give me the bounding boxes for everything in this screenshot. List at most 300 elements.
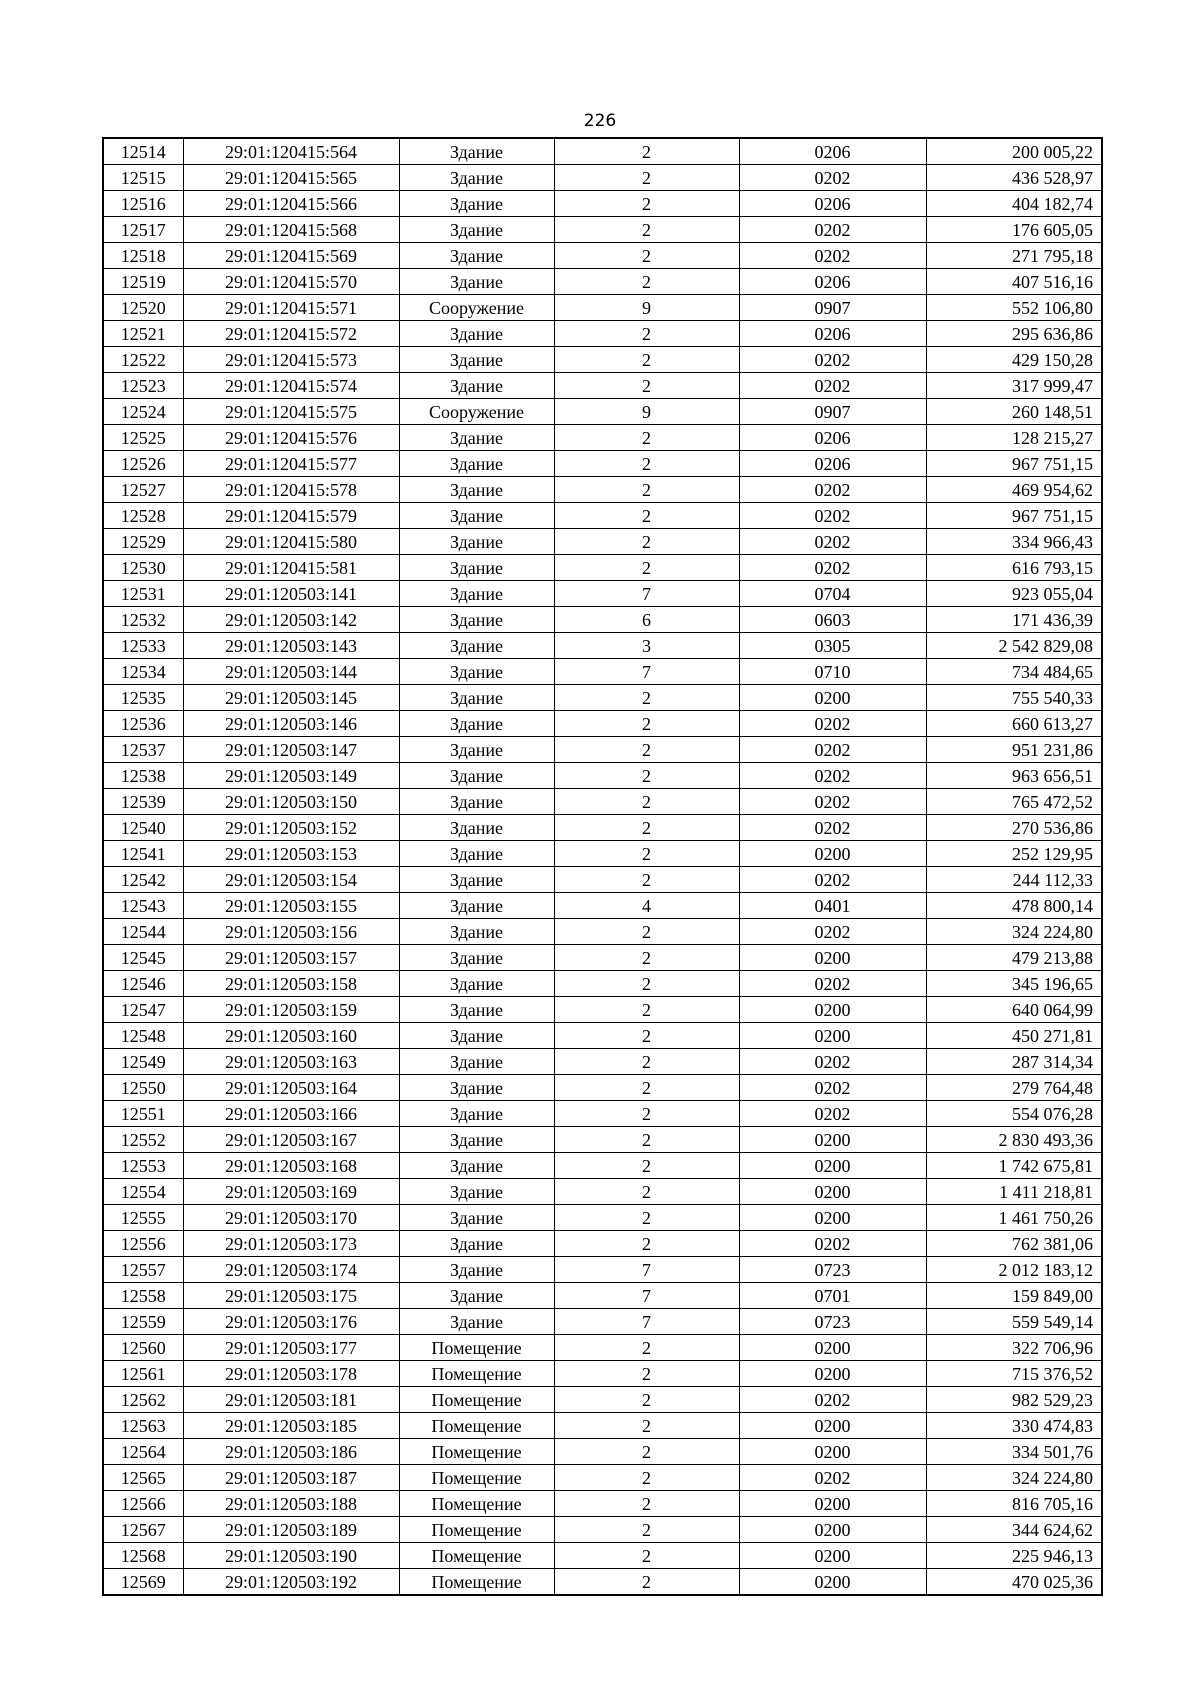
row-number-cell: 12529 — [103, 529, 183, 555]
group-cell: 2 — [554, 1361, 739, 1387]
subgroup-code-cell: 0200 — [739, 1335, 926, 1361]
cadastral-number-cell: 29:01:120503:143 — [183, 633, 399, 659]
group-cell: 2 — [554, 1569, 739, 1596]
object-type-cell: Здание — [399, 789, 554, 815]
object-type-cell: Помещение — [399, 1439, 554, 1465]
table-row — [103, 1309, 1102, 1335]
cadastral-value-cell: 322 706,96 — [926, 1335, 1102, 1361]
row-number-cell: 12554 — [103, 1179, 183, 1205]
cadastral-value-cell: 225 946,13 — [926, 1543, 1102, 1569]
cadastral-value-cell: 271 795,18 — [926, 243, 1102, 269]
row-number-cell: 12536 — [103, 711, 183, 737]
table-row — [103, 607, 1102, 633]
row-number-cell: 12548 — [103, 1023, 183, 1049]
cadastral-value-cell: 252 129,95 — [926, 841, 1102, 867]
object-type-cell: Здание — [399, 919, 554, 945]
cadastral-value-cell: 640 064,99 — [926, 997, 1102, 1023]
subgroup-code-cell: 0907 — [739, 295, 926, 321]
object-type-cell: Здание — [399, 581, 554, 607]
cadastral-value-cell: 2 542 829,08 — [926, 633, 1102, 659]
row-number-cell: 12553 — [103, 1153, 183, 1179]
cadastral-number-cell: 29:01:120415:577 — [183, 451, 399, 477]
row-number-cell: 12534 — [103, 659, 183, 685]
row-number-cell: 12556 — [103, 1231, 183, 1257]
object-type-cell: Помещение — [399, 1413, 554, 1439]
cadastral-value-cell: 450 271,81 — [926, 1023, 1102, 1049]
group-cell: 2 — [554, 477, 739, 503]
cadastral-number-cell: 29:01:120415:572 — [183, 321, 399, 347]
table-row — [103, 399, 1102, 425]
cadastral-number-cell: 29:01:120503:185 — [183, 1413, 399, 1439]
subgroup-code-cell: 0202 — [739, 971, 926, 997]
group-cell: 2 — [554, 971, 739, 997]
table-row — [103, 685, 1102, 711]
cadastral-value-cell: 176 605,05 — [926, 217, 1102, 243]
object-type-cell: Здание — [399, 1153, 554, 1179]
table-row — [103, 165, 1102, 191]
table-row — [103, 737, 1102, 763]
cadastral-number-cell: 29:01:120503:192 — [183, 1569, 399, 1596]
cadastral-value-cell: 334 966,43 — [926, 529, 1102, 555]
object-type-cell: Помещение — [399, 1569, 554, 1596]
cadastral-value-cell: 436 528,97 — [926, 165, 1102, 191]
row-number-cell: 12544 — [103, 919, 183, 945]
cadastral-value-cell: 1 461 750,26 — [926, 1205, 1102, 1231]
cadastral-value-cell: 324 224,80 — [926, 919, 1102, 945]
cadastral-value-cell: 334 501,76 — [926, 1439, 1102, 1465]
cadastral-number-cell: 29:01:120503:157 — [183, 945, 399, 971]
cadastral-value-cell: 923 055,04 — [926, 581, 1102, 607]
object-type-cell: Здание — [399, 1257, 554, 1283]
group-cell: 2 — [554, 841, 739, 867]
object-type-cell: Помещение — [399, 1361, 554, 1387]
object-type-cell: Здание — [399, 373, 554, 399]
cadastral-number-cell: 29:01:120503:190 — [183, 1543, 399, 1569]
group-cell: 2 — [554, 243, 739, 269]
group-cell: 2 — [554, 451, 739, 477]
cadastral-number-cell: 29:01:120503:168 — [183, 1153, 399, 1179]
subgroup-code-cell: 0200 — [739, 685, 926, 711]
cadastral-value-cell: 967 751,15 — [926, 451, 1102, 477]
subgroup-code-cell: 0202 — [739, 165, 926, 191]
cadastral-number-cell: 29:01:120503:156 — [183, 919, 399, 945]
object-type-cell: Здание — [399, 1283, 554, 1309]
cadastral-number-cell: 29:01:120503:160 — [183, 1023, 399, 1049]
row-number-cell: 12558 — [103, 1283, 183, 1309]
table-row — [103, 711, 1102, 737]
object-type-cell: Помещение — [399, 1543, 554, 1569]
object-type-cell: Сооружение — [399, 295, 554, 321]
object-type-cell: Здание — [399, 243, 554, 269]
subgroup-code-cell: 0202 — [739, 789, 926, 815]
cadastral-number-cell: 29:01:120503:175 — [183, 1283, 399, 1309]
cadastral-number-cell: 29:01:120415:575 — [183, 399, 399, 425]
subgroup-code-cell: 0701 — [739, 1283, 926, 1309]
subgroup-code-cell: 0206 — [739, 425, 926, 451]
row-number-cell: 12555 — [103, 1205, 183, 1231]
group-cell: 9 — [554, 399, 739, 425]
table-row — [103, 1413, 1102, 1439]
cadastral-value-cell: 982 529,23 — [926, 1387, 1102, 1413]
cadastral-number-cell: 29:01:120503:167 — [183, 1127, 399, 1153]
group-cell: 7 — [554, 1257, 739, 1283]
cadastral-value-cell: 279 764,48 — [926, 1075, 1102, 1101]
group-cell: 2 — [554, 1387, 739, 1413]
object-type-cell: Здание — [399, 165, 554, 191]
object-type-cell: Здание — [399, 1101, 554, 1127]
row-number-cell: 12563 — [103, 1413, 183, 1439]
subgroup-code-cell: 0200 — [739, 997, 926, 1023]
cadastral-value-cell: 762 381,06 — [926, 1231, 1102, 1257]
cadastral-number-cell: 29:01:120503:177 — [183, 1335, 399, 1361]
group-cell: 7 — [554, 659, 739, 685]
cadastral-value-cell: 404 182,74 — [926, 191, 1102, 217]
cadastral-value-table — [102, 137, 1103, 1596]
cadastral-value-cell: 317 999,47 — [926, 373, 1102, 399]
cadastral-number-cell: 29:01:120415:564 — [183, 138, 399, 165]
object-type-cell: Здание — [399, 477, 554, 503]
subgroup-code-cell: 0202 — [739, 1101, 926, 1127]
row-number-cell: 12515 — [103, 165, 183, 191]
group-cell: 2 — [554, 1517, 739, 1543]
subgroup-code-cell: 0200 — [739, 1127, 926, 1153]
subgroup-code-cell: 0202 — [739, 815, 926, 841]
row-number-cell: 12546 — [103, 971, 183, 997]
cadastral-value-cell: 1 411 218,81 — [926, 1179, 1102, 1205]
row-number-cell: 12557 — [103, 1257, 183, 1283]
cadastral-number-cell: 29:01:120415:566 — [183, 191, 399, 217]
object-type-cell: Здание — [399, 503, 554, 529]
subgroup-code-cell: 0202 — [739, 1075, 926, 1101]
table-row — [103, 269, 1102, 295]
object-type-cell: Помещение — [399, 1335, 554, 1361]
cadastral-value-cell: 171 436,39 — [926, 607, 1102, 633]
object-type-cell: Здание — [399, 555, 554, 581]
row-number-cell: 12522 — [103, 347, 183, 373]
subgroup-code-cell: 0202 — [739, 243, 926, 269]
cadastral-value-cell: 951 231,86 — [926, 737, 1102, 763]
cadastral-number-cell: 29:01:120415:579 — [183, 503, 399, 529]
table-row — [103, 893, 1102, 919]
object-type-cell: Здание — [399, 607, 554, 633]
subgroup-code-cell: 0200 — [739, 1413, 926, 1439]
cadastral-value-cell: 260 148,51 — [926, 399, 1102, 425]
subgroup-code-cell: 0723 — [739, 1309, 926, 1335]
subgroup-code-cell: 0202 — [739, 503, 926, 529]
row-number-cell: 12559 — [103, 1309, 183, 1335]
table-row — [103, 529, 1102, 555]
table-row — [103, 321, 1102, 347]
table-row — [103, 373, 1102, 399]
row-number-cell: 12533 — [103, 633, 183, 659]
cadastral-value-cell: 554 076,28 — [926, 1101, 1102, 1127]
cadastral-number-cell: 29:01:120503:181 — [183, 1387, 399, 1413]
page-number: 226 — [583, 111, 617, 131]
table-row — [103, 555, 1102, 581]
cadastral-value-cell: 295 636,86 — [926, 321, 1102, 347]
row-number-cell: 12542 — [103, 867, 183, 893]
cadastral-number-cell: 29:01:120503:166 — [183, 1101, 399, 1127]
object-type-cell: Помещение — [399, 1491, 554, 1517]
object-type-cell: Здание — [399, 867, 554, 893]
group-cell: 2 — [554, 347, 739, 373]
subgroup-code-cell: 0200 — [739, 1179, 926, 1205]
cadastral-value-cell: 469 954,62 — [926, 477, 1102, 503]
table-row — [103, 1543, 1102, 1569]
cadastral-value-cell: 559 549,14 — [926, 1309, 1102, 1335]
table-row — [103, 633, 1102, 659]
group-cell: 2 — [554, 555, 739, 581]
subgroup-code-cell: 0202 — [739, 1387, 926, 1413]
object-type-cell: Здание — [399, 1205, 554, 1231]
subgroup-code-cell: 0202 — [739, 477, 926, 503]
table-row — [103, 1491, 1102, 1517]
table-row — [103, 971, 1102, 997]
object-type-cell: Здание — [399, 1231, 554, 1257]
table-row — [103, 217, 1102, 243]
row-number-cell: 12550 — [103, 1075, 183, 1101]
object-type-cell: Здание — [399, 1179, 554, 1205]
group-cell: 2 — [554, 711, 739, 737]
row-number-cell: 12535 — [103, 685, 183, 711]
object-type-cell: Здание — [399, 659, 554, 685]
object-type-cell: Здание — [399, 633, 554, 659]
group-cell: 2 — [554, 763, 739, 789]
table-row — [103, 815, 1102, 841]
object-type-cell: Здание — [399, 945, 554, 971]
table-row — [103, 1517, 1102, 1543]
cadastral-number-cell: 29:01:120503:154 — [183, 867, 399, 893]
subgroup-code-cell: 0206 — [739, 191, 926, 217]
subgroup-code-cell: 0202 — [739, 217, 926, 243]
cadastral-value-cell: 2 012 183,12 — [926, 1257, 1102, 1283]
subgroup-code-cell: 0202 — [739, 737, 926, 763]
table-row — [103, 1361, 1102, 1387]
table-row — [103, 919, 1102, 945]
cadastral-value-cell: 715 376,52 — [926, 1361, 1102, 1387]
object-type-cell: Здание — [399, 711, 554, 737]
group-cell: 2 — [554, 217, 739, 243]
table-row — [103, 867, 1102, 893]
row-number-cell: 12525 — [103, 425, 183, 451]
object-type-cell: Здание — [399, 1075, 554, 1101]
group-cell: 2 — [554, 1465, 739, 1491]
cadastral-number-cell: 29:01:120503:145 — [183, 685, 399, 711]
group-cell: 2 — [554, 1023, 739, 1049]
table-row — [103, 581, 1102, 607]
cadastral-value-cell: 330 474,83 — [926, 1413, 1102, 1439]
object-type-cell: Здание — [399, 997, 554, 1023]
row-number-cell: 12516 — [103, 191, 183, 217]
row-number-cell: 12562 — [103, 1387, 183, 1413]
group-cell: 2 — [554, 1205, 739, 1231]
object-type-cell: Здание — [399, 763, 554, 789]
cadastral-number-cell: 29:01:120415:576 — [183, 425, 399, 451]
table-row — [103, 138, 1102, 165]
row-number-cell: 12552 — [103, 1127, 183, 1153]
cadastral-number-cell: 29:01:120415:565 — [183, 165, 399, 191]
cadastral-number-cell: 29:01:120503:155 — [183, 893, 399, 919]
group-cell: 2 — [554, 919, 739, 945]
row-number-cell: 12561 — [103, 1361, 183, 1387]
object-type-cell: Здание — [399, 971, 554, 997]
cadastral-value-cell: 2 830 493,36 — [926, 1127, 1102, 1153]
subgroup-code-cell: 0723 — [739, 1257, 926, 1283]
group-cell: 2 — [554, 737, 739, 763]
row-number-cell: 12564 — [103, 1439, 183, 1465]
subgroup-code-cell: 0206 — [739, 321, 926, 347]
row-number-cell: 12518 — [103, 243, 183, 269]
subgroup-code-cell: 0200 — [739, 1023, 926, 1049]
group-cell: 2 — [554, 165, 739, 191]
subgroup-code-cell: 0200 — [739, 841, 926, 867]
cadastral-value-cell: 344 624,62 — [926, 1517, 1102, 1543]
cadastral-value-cell: 270 536,86 — [926, 815, 1102, 841]
cadastral-value-cell: 407 516,16 — [926, 269, 1102, 295]
row-number-cell: 12560 — [103, 1335, 183, 1361]
group-cell: 2 — [554, 1491, 739, 1517]
subgroup-code-cell: 0206 — [739, 269, 926, 295]
cadastral-number-cell: 29:01:120503:149 — [183, 763, 399, 789]
group-cell: 2 — [554, 789, 739, 815]
row-number-cell: 12539 — [103, 789, 183, 815]
table-row — [103, 1179, 1102, 1205]
row-number-cell: 12547 — [103, 997, 183, 1023]
subgroup-code-cell: 0202 — [739, 919, 926, 945]
subgroup-code-cell: 0200 — [739, 1361, 926, 1387]
subgroup-code-cell: 0200 — [739, 1543, 926, 1569]
cadastral-value-cell: 552 106,80 — [926, 295, 1102, 321]
row-number-cell: 12569 — [103, 1569, 183, 1596]
object-type-cell: Помещение — [399, 1387, 554, 1413]
table-row — [103, 659, 1102, 685]
cadastral-number-cell: 29:01:120415:581 — [183, 555, 399, 581]
object-type-cell: Здание — [399, 138, 554, 165]
table-row — [103, 191, 1102, 217]
group-cell: 4 — [554, 893, 739, 919]
group-cell: 6 — [554, 607, 739, 633]
cadastral-number-cell: 29:01:120503:169 — [183, 1179, 399, 1205]
group-cell: 2 — [554, 269, 739, 295]
cadastral-number-cell: 29:01:120503:144 — [183, 659, 399, 685]
group-cell: 2 — [554, 138, 739, 165]
subgroup-code-cell: 0206 — [739, 138, 926, 165]
table-body — [103, 138, 1102, 1595]
cadastral-number-cell: 29:01:120503:189 — [183, 1517, 399, 1543]
group-cell: 7 — [554, 1283, 739, 1309]
object-type-cell: Здание — [399, 1309, 554, 1335]
table-row — [103, 841, 1102, 867]
cadastral-value-cell: 470 025,36 — [926, 1569, 1102, 1596]
row-number-cell: 12540 — [103, 815, 183, 841]
cadastral-number-cell: 29:01:120503:186 — [183, 1439, 399, 1465]
subgroup-code-cell: 0200 — [739, 1439, 926, 1465]
row-number-cell: 12520 — [103, 295, 183, 321]
object-type-cell: Здание — [399, 1127, 554, 1153]
object-type-cell: Здание — [399, 1023, 554, 1049]
group-cell: 2 — [554, 685, 739, 711]
object-type-cell: Здание — [399, 269, 554, 295]
subgroup-code-cell: 0200 — [739, 1491, 926, 1517]
table-row — [103, 1153, 1102, 1179]
cadastral-value-cell: 765 472,52 — [926, 789, 1102, 815]
object-type-cell: Здание — [399, 841, 554, 867]
group-cell: 2 — [554, 1049, 739, 1075]
cadastral-value-cell: 200 005,22 — [926, 138, 1102, 165]
cadastral-value-cell: 1 742 675,81 — [926, 1153, 1102, 1179]
table-row — [103, 1205, 1102, 1231]
cadastral-number-cell: 29:01:120415:573 — [183, 347, 399, 373]
row-number-cell: 12514 — [103, 138, 183, 165]
subgroup-code-cell: 0200 — [739, 1153, 926, 1179]
table-row — [103, 1101, 1102, 1127]
row-number-cell: 12568 — [103, 1543, 183, 1569]
cadastral-value-cell: 244 112,33 — [926, 867, 1102, 893]
subgroup-code-cell: 0200 — [739, 1205, 926, 1231]
cadastral-number-cell: 29:01:120415:568 — [183, 217, 399, 243]
group-cell: 9 — [554, 295, 739, 321]
subgroup-code-cell: 0200 — [739, 1569, 926, 1596]
subgroup-code-cell: 0907 — [739, 399, 926, 425]
object-type-cell: Здание — [399, 321, 554, 347]
cadastral-number-cell: 29:01:120503:147 — [183, 737, 399, 763]
object-type-cell: Здание — [399, 685, 554, 711]
cadastral-number-cell: 29:01:120503:176 — [183, 1309, 399, 1335]
subgroup-code-cell: 0200 — [739, 945, 926, 971]
subgroup-code-cell: 0200 — [739, 1517, 926, 1543]
subgroup-code-cell: 0202 — [739, 763, 926, 789]
subgroup-code-cell: 0202 — [739, 555, 926, 581]
subgroup-code-cell: 0305 — [739, 633, 926, 659]
cadastral-number-cell: 29:01:120415:571 — [183, 295, 399, 321]
group-cell: 2 — [554, 1543, 739, 1569]
group-cell: 2 — [554, 1179, 739, 1205]
group-cell: 2 — [554, 425, 739, 451]
row-number-cell: 12523 — [103, 373, 183, 399]
cadastral-number-cell: 29:01:120415:569 — [183, 243, 399, 269]
subgroup-code-cell: 0202 — [739, 1465, 926, 1491]
table-row — [103, 1075, 1102, 1101]
row-number-cell: 12528 — [103, 503, 183, 529]
table-row — [103, 477, 1102, 503]
group-cell: 7 — [554, 1309, 739, 1335]
subgroup-code-cell: 0202 — [739, 373, 926, 399]
cadastral-value-cell: 159 849,00 — [926, 1283, 1102, 1309]
object-type-cell: Здание — [399, 347, 554, 373]
group-cell: 2 — [554, 503, 739, 529]
cadastral-number-cell: 29:01:120503:142 — [183, 607, 399, 633]
object-type-cell: Здание — [399, 815, 554, 841]
row-number-cell: 12537 — [103, 737, 183, 763]
group-cell: 2 — [554, 1153, 739, 1179]
row-number-cell: 12541 — [103, 841, 183, 867]
group-cell: 2 — [554, 1127, 739, 1153]
group-cell: 2 — [554, 373, 739, 399]
cadastral-value-cell: 963 656,51 — [926, 763, 1102, 789]
row-number-cell: 12543 — [103, 893, 183, 919]
row-number-cell: 12538 — [103, 763, 183, 789]
group-cell: 2 — [554, 1413, 739, 1439]
table-row — [103, 997, 1102, 1023]
subgroup-code-cell: 0710 — [739, 659, 926, 685]
cadastral-value-cell: 755 540,33 — [926, 685, 1102, 711]
cadastral-number-cell: 29:01:120503:153 — [183, 841, 399, 867]
table-row — [103, 1023, 1102, 1049]
group-cell: 2 — [554, 321, 739, 347]
row-number-cell: 12530 — [103, 555, 183, 581]
table-row — [103, 243, 1102, 269]
row-number-cell: 12549 — [103, 1049, 183, 1075]
